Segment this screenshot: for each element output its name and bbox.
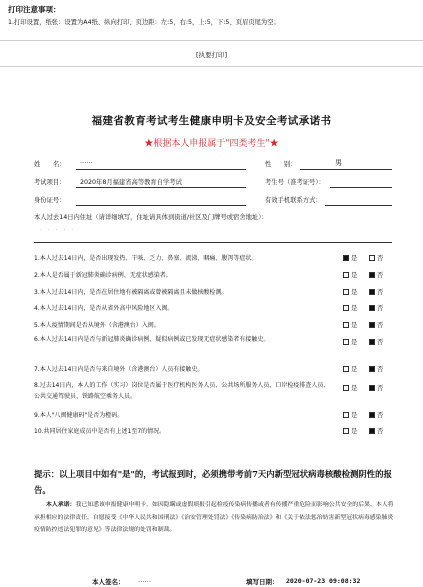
answer-no[interactable]: 否 <box>369 253 383 262</box>
document-subtitle: ★根据本人申报属于"四类考生"★ <box>144 139 279 149</box>
question-text: 6.本人过去14日内是否与新冠肺炎确诊病例、疑似病例或已发现无症状感染者有接触史。 <box>34 336 270 343</box>
answer-no[interactable]: 否 <box>369 287 383 296</box>
checkbox-empty-icon <box>343 305 349 311</box>
signature-label: 本人签名： <box>92 578 125 586</box>
question-text: 4.本人过去14日内，是否从省外高中风险地区入闽。 <box>34 305 174 312</box>
checkbox-checked-icon <box>369 366 375 372</box>
question-text: 2.本人是否属于新冠肺炎确诊病例、无症状感染者。 <box>34 272 172 279</box>
checkbox-empty-icon <box>343 412 349 418</box>
answer-yes[interactable]: 是 <box>343 320 357 329</box>
exam-label: 考试项目： <box>34 179 66 186</box>
question-text: 10.共同居住家庭成员中是否有上述1至7的情况。 <box>34 428 166 435</box>
question-text: 3.本人过去14日内，是否在居住地有被隔离或曾被隔离且未做核酸检测。 <box>34 289 228 296</box>
phone-underline <box>325 205 392 206</box>
checkbox-empty-icon <box>343 366 349 372</box>
hint-text: 提示：以上项目中如有"是"的，考试报到时，必须携带考前7天内新型冠状病毒核酸检测阴性的报告。 <box>34 469 392 495</box>
gender-underline <box>300 169 392 170</box>
phone-label: 有效手机联系方式： <box>265 197 322 204</box>
checkbox-empty-icon <box>343 385 349 391</box>
question-text: 1.本人过去14日内，是否出现发热、干咳、乏力、鼻塞、流涕、咽痛、腹泻等症状。 <box>34 255 258 262</box>
signature-value: …… <box>138 576 151 584</box>
exam-value: 2020年8月福建省高等教育自学考试 <box>80 179 182 186</box>
checkbox-checked-icon <box>369 305 375 311</box>
checkbox-checked-icon <box>369 339 375 345</box>
divider <box>0 66 423 67</box>
gender-label: 性 别： <box>265 161 297 168</box>
address-label: 本人过去14日内住址（请详细填写，住址请具体到街道/社区及门牌号或宿舍地址）： <box>34 214 268 221</box>
answer-no[interactable]: 否 <box>369 410 383 419</box>
checkbox-empty-icon <box>343 339 349 345</box>
question-text: 9.本人"八闽健康码"是否为橙码。 <box>34 412 124 419</box>
checkbox-checked-icon <box>369 385 375 391</box>
promise-text: 我已知悉该申报健康申明卡，如因隐瞒或虚假填报引起检疫传染病传播或者有传播严重危险而影响公共安全的后果，本人将承担相应的法律责任，自愿接受《中华人民共和国刑法》《治安管理处罚法》《传染病防治法》和《关于依法惩治妨害新型冠状病毒感染肺炎疫情防控违法犯罪的意见》等法律法规的处罚和制裁。 <box>34 502 394 533</box>
id-underline <box>76 205 246 206</box>
document-title: 福建省教育考试考生健康申明卡及安全考试承诺书 <box>91 115 332 127</box>
address-underline <box>34 242 392 243</box>
name-underline <box>76 169 246 170</box>
answer-no[interactable]: 否 <box>369 320 383 329</box>
promise-paragraph <box>34 499 394 537</box>
answer-yes[interactable]: 是 <box>343 303 357 312</box>
checkbox-empty-icon <box>343 289 349 295</box>
answer-no[interactable]: 否 <box>369 270 383 279</box>
checkbox-checked-icon <box>369 428 375 434</box>
checkbox-checked-icon <box>369 272 375 278</box>
answer-yes[interactable]: 是 <box>343 426 357 435</box>
name-value: …… <box>80 158 93 165</box>
answer-yes[interactable]: 是 <box>343 337 357 346</box>
date-value: 2020-07-23 09:08:32 <box>286 577 361 585</box>
address-value: · · · · · <box>40 227 76 234</box>
gender-value: 男 <box>335 159 342 167</box>
checkbox-checked-icon <box>369 322 375 328</box>
exam-underline <box>76 187 246 188</box>
ticket-label: 考生号（准考证号）： <box>265 179 325 186</box>
answer-no[interactable]: 否 <box>369 337 383 346</box>
ticket-underline <box>330 187 392 188</box>
answer-no[interactable]: 否 <box>369 426 383 435</box>
answer-no[interactable]: 否 <box>369 383 383 392</box>
question-text: 5.本人疫情期间是否从境外（含港澳台）入闽。 <box>34 322 160 329</box>
checkbox-empty-icon <box>369 255 375 261</box>
id-label: 身份证号： <box>34 197 66 204</box>
checkbox-checked-icon <box>369 289 375 295</box>
answer-no[interactable]: 否 <box>369 364 383 373</box>
checkbox-empty-icon <box>343 322 349 328</box>
answer-yes[interactable]: 是 <box>343 270 357 279</box>
question-text: 8.过去14日内，本人的工作（实习）岗位是否属于医疗机构医务人员、公共场所服务人员、口岸检疫排查人员、公共交通驾驶员、铁路航空乘务人员。 <box>34 382 330 400</box>
answer-yes[interactable]: 是 <box>343 287 357 296</box>
checkbox-checked-icon <box>369 412 375 418</box>
answer-yes[interactable]: 是 <box>343 383 357 392</box>
answer-yes[interactable]: 是 <box>343 253 357 262</box>
question-text: 7.本人过去14日内是否与来自境外（含港澳台）人员有接触史。 <box>34 366 204 373</box>
print-notice-title: 打印注意事项： <box>8 5 61 14</box>
checkbox-checked-icon <box>343 255 349 261</box>
print-notice-text: 1.打印设置，纸张：设置为A4纸、纵向打印、页边距：左:5，右:5，上:5，下:5、页眉页尾为空； <box>8 19 280 26</box>
answer-yes[interactable]: 是 <box>343 410 357 419</box>
checkbox-empty-icon <box>343 428 349 434</box>
print-button[interactable]: [执要打印] <box>196 51 228 59</box>
answer-no[interactable]: 否 <box>369 303 383 312</box>
checkbox-empty-icon <box>343 272 349 278</box>
name-label: 姓 名： <box>34 161 66 168</box>
answer-yes[interactable]: 是 <box>343 364 357 373</box>
date-label: 填写日期： <box>246 578 279 586</box>
divider <box>0 40 423 41</box>
promise-label: 本人承诺： <box>46 502 76 508</box>
